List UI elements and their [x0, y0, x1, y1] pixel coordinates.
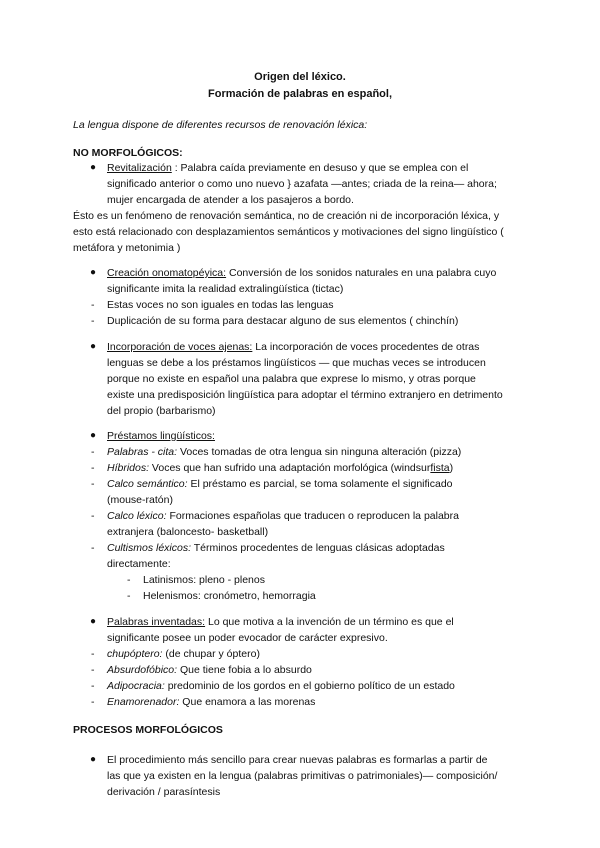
dash-marker: - — [91, 542, 95, 554]
dash-marker: - — [91, 510, 95, 522]
cultismo-item: Helenismos: cronómetro, hemorragia — [143, 590, 316, 602]
prestamo-item-cont: (mouse-ratón) — [107, 494, 173, 506]
prestamo-underlined: fista — [430, 462, 450, 474]
onomatopeyica-text: Conversión de los sonidos naturales en una palabra cuyo — [226, 267, 497, 279]
onomatopeyica-line2: significante imita la realidad extralingüística (tictac) — [107, 283, 344, 295]
inventada-item — [107, 646, 260, 662]
dash-marker: - — [91, 299, 95, 311]
inventada-term: Absurdofóbico: — [107, 664, 178, 676]
dash-marker: - — [91, 648, 95, 660]
prestamo-item — [107, 460, 453, 476]
prestamo-item-cont: extranjera (baloncesto- basketball) — [107, 526, 269, 538]
prestamo-text: Voces tomadas de otra lengua sin ninguna alteración (pizza) — [177, 446, 462, 458]
voces-ajenas-line4: existe una predisposición lingüística para adoptar el término extranjero en detrimento — [107, 389, 503, 401]
prestamo-item — [107, 476, 453, 492]
doc-title-line1: Origen del léxico. — [254, 71, 346, 83]
bullet-icon: ● — [90, 341, 97, 352]
doc-title-line2: Formación de palabras en español, — [208, 88, 392, 100]
revitalizacion-text: : Palabra caída previamente en desuso y que se emplea con el — [171, 162, 469, 174]
inventadas-line1 — [107, 614, 454, 630]
dash-marker: - — [91, 478, 95, 490]
procesos-line3: derivación / parasíntesis — [107, 786, 221, 798]
inventadas-term: Palabras inventadas: — [107, 616, 206, 628]
cultismo-item: Latinismos: pleno - plenos — [143, 574, 265, 586]
prestamo-item-cont: directamente: — [107, 558, 171, 570]
voces-ajenas-line3: porque no existe en español una palabra que exprese lo mismo, y otras porque — [107, 373, 476, 385]
inventadas-line2: significante posee un poder evocador de carácter expresivo. — [107, 632, 388, 644]
prestamo-item — [107, 444, 461, 460]
prestamo-term: Calco léxico: — [107, 510, 167, 522]
paragraph-line1: Ésto es un fenómeno de renovación semántica, no de creación ni de incorporación léxica, y — [73, 210, 500, 222]
onomatopeyica-subitem: Estas voces no son iguales en todas las lenguas — [107, 299, 334, 311]
dash-marker: - — [91, 315, 95, 327]
revitalizacion-line1 — [107, 160, 468, 176]
prestamo-item — [107, 540, 445, 556]
onomatopeyica-subitem: Duplicación de su forma para destacar alguno de sus elementos ( chinchín) — [107, 315, 459, 327]
dash-marker: - — [127, 590, 131, 602]
prestamo-term: Calco semántico: — [107, 478, 188, 490]
paragraph-line2: esto está relacionado con desplazamientos semánticos y motivaciones del signo lingüístico ( — [73, 226, 504, 238]
section-heading-procesos: PROCESOS MORFOLÓGICOS — [73, 724, 223, 736]
inventada-term: Enamorenador: — [107, 696, 180, 708]
intro-text: La lengua dispone de diferentes recursos de renovación léxica: — [73, 119, 368, 131]
prestamo-item — [107, 508, 459, 524]
inventada-term: Adipocracia: — [107, 680, 165, 692]
bullet-icon: ● — [90, 430, 97, 441]
prestamo-text: Términos procedentes de lenguas clásicas adoptadas — [191, 542, 445, 554]
onomatopeyica-line1 — [107, 265, 496, 281]
prestamo-term: Cultismos léxicos: — [107, 542, 192, 554]
voces-ajenas-text: La incorporación de voces procedentes de otras — [252, 341, 480, 353]
inventada-term: chupóptero: — [107, 648, 163, 660]
prestamo-term: Palabras - cita: — [107, 446, 178, 458]
inventada-item — [107, 678, 455, 694]
inventadas-text: Lo que motiva a la invención de un término es que el — [205, 616, 454, 628]
bullet-icon: ● — [90, 754, 97, 765]
dash-marker: - — [127, 574, 131, 586]
voces-ajenas-line5: del propio (barbarismo) — [107, 405, 216, 417]
revitalizacion-line3: mujer encargada de atender a los pasajeros a bordo. — [107, 194, 354, 206]
prestamo-term: Híbridos: — [107, 462, 150, 474]
onomatopeyica-term: Creación onomatopéyica: — [107, 267, 227, 279]
prestamo-text: El préstamo es parcial, se toma solamente el significado — [187, 478, 453, 490]
dash-marker: - — [91, 446, 95, 458]
prestamo-tail: ) — [449, 462, 454, 474]
voces-ajenas-line2: lenguas se debe a los préstamos lingüísticos — que muchas veces se introducen — [107, 357, 486, 369]
inventada-text: Que tiene fobia a lo absurdo — [177, 664, 312, 676]
inventada-text: Que enamora a las morenas — [179, 696, 316, 708]
prestamo-text: Formaciones españolas que traducen o reproducen la palabra — [166, 510, 459, 522]
paragraph-line3: metáfora y metonimia ) — [73, 242, 181, 254]
voces-ajenas-term: Incorporación de voces ajenas: — [107, 341, 253, 353]
inventada-text: predominio de los gordos en el gobierno político de un estado — [164, 680, 455, 692]
inventada-item — [107, 694, 315, 710]
bullet-icon: ● — [90, 267, 97, 278]
procesos-line2: las que ya existen en la lengua (palabras primitivas o patrimoniales)— composición/ — [107, 770, 498, 782]
dash-marker: - — [91, 462, 95, 474]
bullet-icon: ● — [90, 162, 97, 173]
inventada-item — [107, 662, 312, 678]
bullet-icon: ● — [90, 616, 97, 627]
inventada-text: (de chupar y óptero) — [162, 648, 260, 660]
section-heading-no-morfologicos: NO MORFOLÓGICOS: — [73, 147, 183, 159]
procesos-line1: El procedimiento más sencillo para crear nuevas palabras es formarlas a partir de — [107, 754, 488, 766]
dash-marker: - — [91, 696, 95, 708]
prestamo-text: Voces que han sufrido una adaptación morfológica (windsur — [149, 462, 431, 474]
revitalizacion-line2: significado anterior o como uno nuevo } azafata —antes; criada de la reina— ahora; — [107, 178, 497, 190]
dash-marker: - — [91, 680, 95, 692]
voces-ajenas-line1 — [107, 339, 479, 355]
revitalizacion-term: Revitalización — [107, 162, 172, 174]
dash-marker: - — [91, 664, 95, 676]
prestamos-term: Préstamos lingüísticos: — [107, 430, 215, 442]
